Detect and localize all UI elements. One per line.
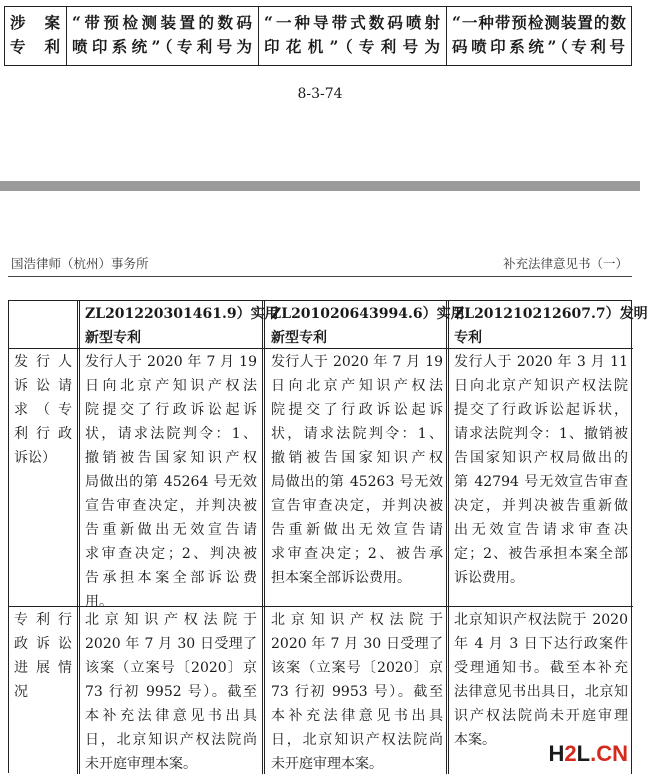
column-divider xyxy=(446,301,449,774)
patent-litigation-table xyxy=(8,300,648,773)
cell-line: 撤销被告国家知识产权 xyxy=(271,450,443,466)
claims-cell-patent-3 xyxy=(454,350,628,590)
header-line: ZL201210212607.7）发明 xyxy=(454,306,648,322)
row-label-line: 进展情 xyxy=(14,660,72,676)
cell-line: 北京知识产权法院于 xyxy=(85,612,257,628)
cell-line: 未开庭审理本案。 xyxy=(85,756,197,772)
cell-line: 73 行初 9953 号）。截至 xyxy=(271,684,443,700)
header-line: 新型专利 xyxy=(271,330,327,346)
claims-cell-patent-1 xyxy=(85,350,257,614)
cell-line: 年 4 月 3 日下达行政案件 xyxy=(454,636,628,652)
cell-line: 日，北京知识产权法院尚 xyxy=(271,732,443,748)
row-label-line: 利行政 xyxy=(14,426,72,442)
cell-line: 告重新做出无效宣告请 xyxy=(85,522,257,538)
cell-line: 诉讼费用。 xyxy=(454,570,524,586)
header-cell-patent-2 xyxy=(271,302,465,350)
cell-line: 未开庭审理本案。 xyxy=(271,756,383,772)
top-cell-line: 码喷印系统”（专利号 xyxy=(452,37,626,56)
cell-line: 受理通知书。截至本补充 xyxy=(454,660,628,676)
row-label-line: 政诉讼 xyxy=(14,636,72,652)
cell-line: 状，请求法院判令：1、 xyxy=(271,426,443,442)
progress-cell-patent-2 xyxy=(271,608,443,776)
cell-line: 发行人于 2020 年 3 月 11 xyxy=(454,354,628,370)
cell-line: 告承担本案全部诉讼费 xyxy=(85,570,257,586)
watermark-text: H2L.CN xyxy=(548,741,628,766)
cell-line: 局做出的第 45263 号无效 xyxy=(271,474,443,490)
progress-cell-patent-1 xyxy=(85,608,257,776)
cell-line: 院提交了行政诉讼起诉 xyxy=(271,402,443,418)
cell-line: 2020 年 7 月 30 日受理了 xyxy=(271,636,443,652)
cell-line: 日向北京产知识产权法院 xyxy=(454,378,628,394)
top-table-cell-patent-3 xyxy=(446,7,632,65)
row-label-line: 发行人 xyxy=(14,354,72,370)
row-label-line: 专利行 xyxy=(14,612,72,628)
header-cell-patent-3 xyxy=(454,302,648,350)
row-label-line: 诉讼请 xyxy=(14,378,72,394)
cell-line: 发行人于 2020 年 7 月 19 xyxy=(85,354,257,370)
cell-line: 宣告审查决定，并判决被 xyxy=(85,498,257,514)
top-table-cell-label xyxy=(4,7,66,65)
top-cell-line: “一种带预检测装置的数 xyxy=(452,13,627,32)
cell-line: 北京知识产权法院于 xyxy=(271,612,443,628)
cell-line: 决定，并判决被告重新做 xyxy=(454,498,628,514)
header-line: ZL201220301461.9）实用 xyxy=(85,306,279,322)
header-firm-name: 国浩律师（杭州）事务所 xyxy=(11,256,149,271)
cell-line: 用。 xyxy=(85,594,113,610)
cell-line: 出无效宣告请求审查决 xyxy=(454,522,628,538)
top-table-fragment xyxy=(4,6,632,66)
top-cell-line: 喷印系统”（专利号为 xyxy=(72,37,253,56)
header-line: ZL201020643994.6）实用 xyxy=(271,306,465,322)
column-divider xyxy=(77,301,80,774)
cell-line: 请求法院判令：1、撤销被 xyxy=(454,426,628,442)
header-cell-patent-1 xyxy=(85,302,279,350)
column-divider xyxy=(631,301,632,774)
row-label-line: 况 xyxy=(14,684,28,700)
cell-line: 第 42794 号无效宣告审查 xyxy=(454,474,628,490)
cell-line: 定；2、被告承担本案全部 xyxy=(454,546,628,562)
row-label-line: 诉讼） xyxy=(14,450,56,466)
cell-line: 该案（立案号〔2020〕京 xyxy=(271,660,443,676)
cell-line: 日，北京知识产权法院尚 xyxy=(85,732,257,748)
cell-line: 发行人于 2020 年 7 月 19 xyxy=(271,354,443,370)
header-rule xyxy=(8,276,632,277)
cell-line: 宣告审查决定，并判决被 xyxy=(271,498,443,514)
cell-line: 73 行初 9952 号）。截至 xyxy=(85,684,257,700)
top-cell-line: “一种导带式数码喷射 xyxy=(264,13,441,32)
cell-line: 本补充法律意见书出具 xyxy=(85,708,257,724)
header-document-title: 补充法律意见书（一） xyxy=(502,256,628,271)
cell-line: 日向北京产知识产权法 xyxy=(85,378,257,394)
cell-line: 提交了行政诉讼起诉状， xyxy=(454,402,628,418)
cell-line: 院提交了行政诉讼起诉 xyxy=(85,402,257,418)
cell-line: 法律意见书出具日，北京知 xyxy=(454,684,628,700)
cell-line: 告国家知识产权局做出的 xyxy=(454,450,628,466)
cell-line: 本补充法律意见书出具 xyxy=(271,708,443,724)
row-label-litigation-claims xyxy=(14,350,72,470)
header-line: 新型专利 xyxy=(85,330,141,346)
progress-cell-patent-3 xyxy=(454,608,628,752)
cell-line: 撤销被告国家知识产权 xyxy=(85,450,257,466)
cell-line: 该案（立案号〔2020〕京 xyxy=(85,660,257,676)
h2l-watermark-logo xyxy=(510,737,630,767)
cell-line: 求审查决定；2、被告承 xyxy=(271,546,443,562)
row-label-litigation-progress xyxy=(14,608,72,704)
column-divider xyxy=(262,301,265,774)
top-cell-line: 专利 xyxy=(10,37,61,56)
cell-line: 告重新做出无效宣告请 xyxy=(271,522,443,538)
top-cell-line: “带预检测装置的数码 xyxy=(72,13,253,32)
top-table-cell-patent-2 xyxy=(258,7,446,65)
header-line: 专利 xyxy=(454,330,482,346)
claims-cell-patent-2 xyxy=(271,350,443,590)
cell-line: 求审查决定；2、判决被 xyxy=(85,546,257,562)
page-separator xyxy=(0,181,640,191)
cell-line: 日向北京产知识产权法 xyxy=(271,378,443,394)
cell-line: 2020 年 7 月 30 日受理了 xyxy=(85,636,257,652)
top-cell-line: 印花机”（专利号为 xyxy=(264,37,441,56)
cell-line: 担本案全部诉讼费用。 xyxy=(271,570,411,586)
row-label-line: 求（专 xyxy=(14,402,72,418)
cell-line: 状，请求法院判令：1、 xyxy=(85,426,257,442)
top-cell-line: 涉案 xyxy=(10,13,61,32)
cell-line: 局做出的第 45264 号无效 xyxy=(85,474,257,490)
top-table-cell-patent-1 xyxy=(66,7,258,65)
page-number: 8-3-74 xyxy=(297,86,343,102)
cell-line: 北京知识产权法院于 2020 xyxy=(454,612,628,628)
cell-line: 本案。 xyxy=(454,732,496,748)
cell-line: 识产权法院尚未开庭审理 xyxy=(454,708,628,724)
